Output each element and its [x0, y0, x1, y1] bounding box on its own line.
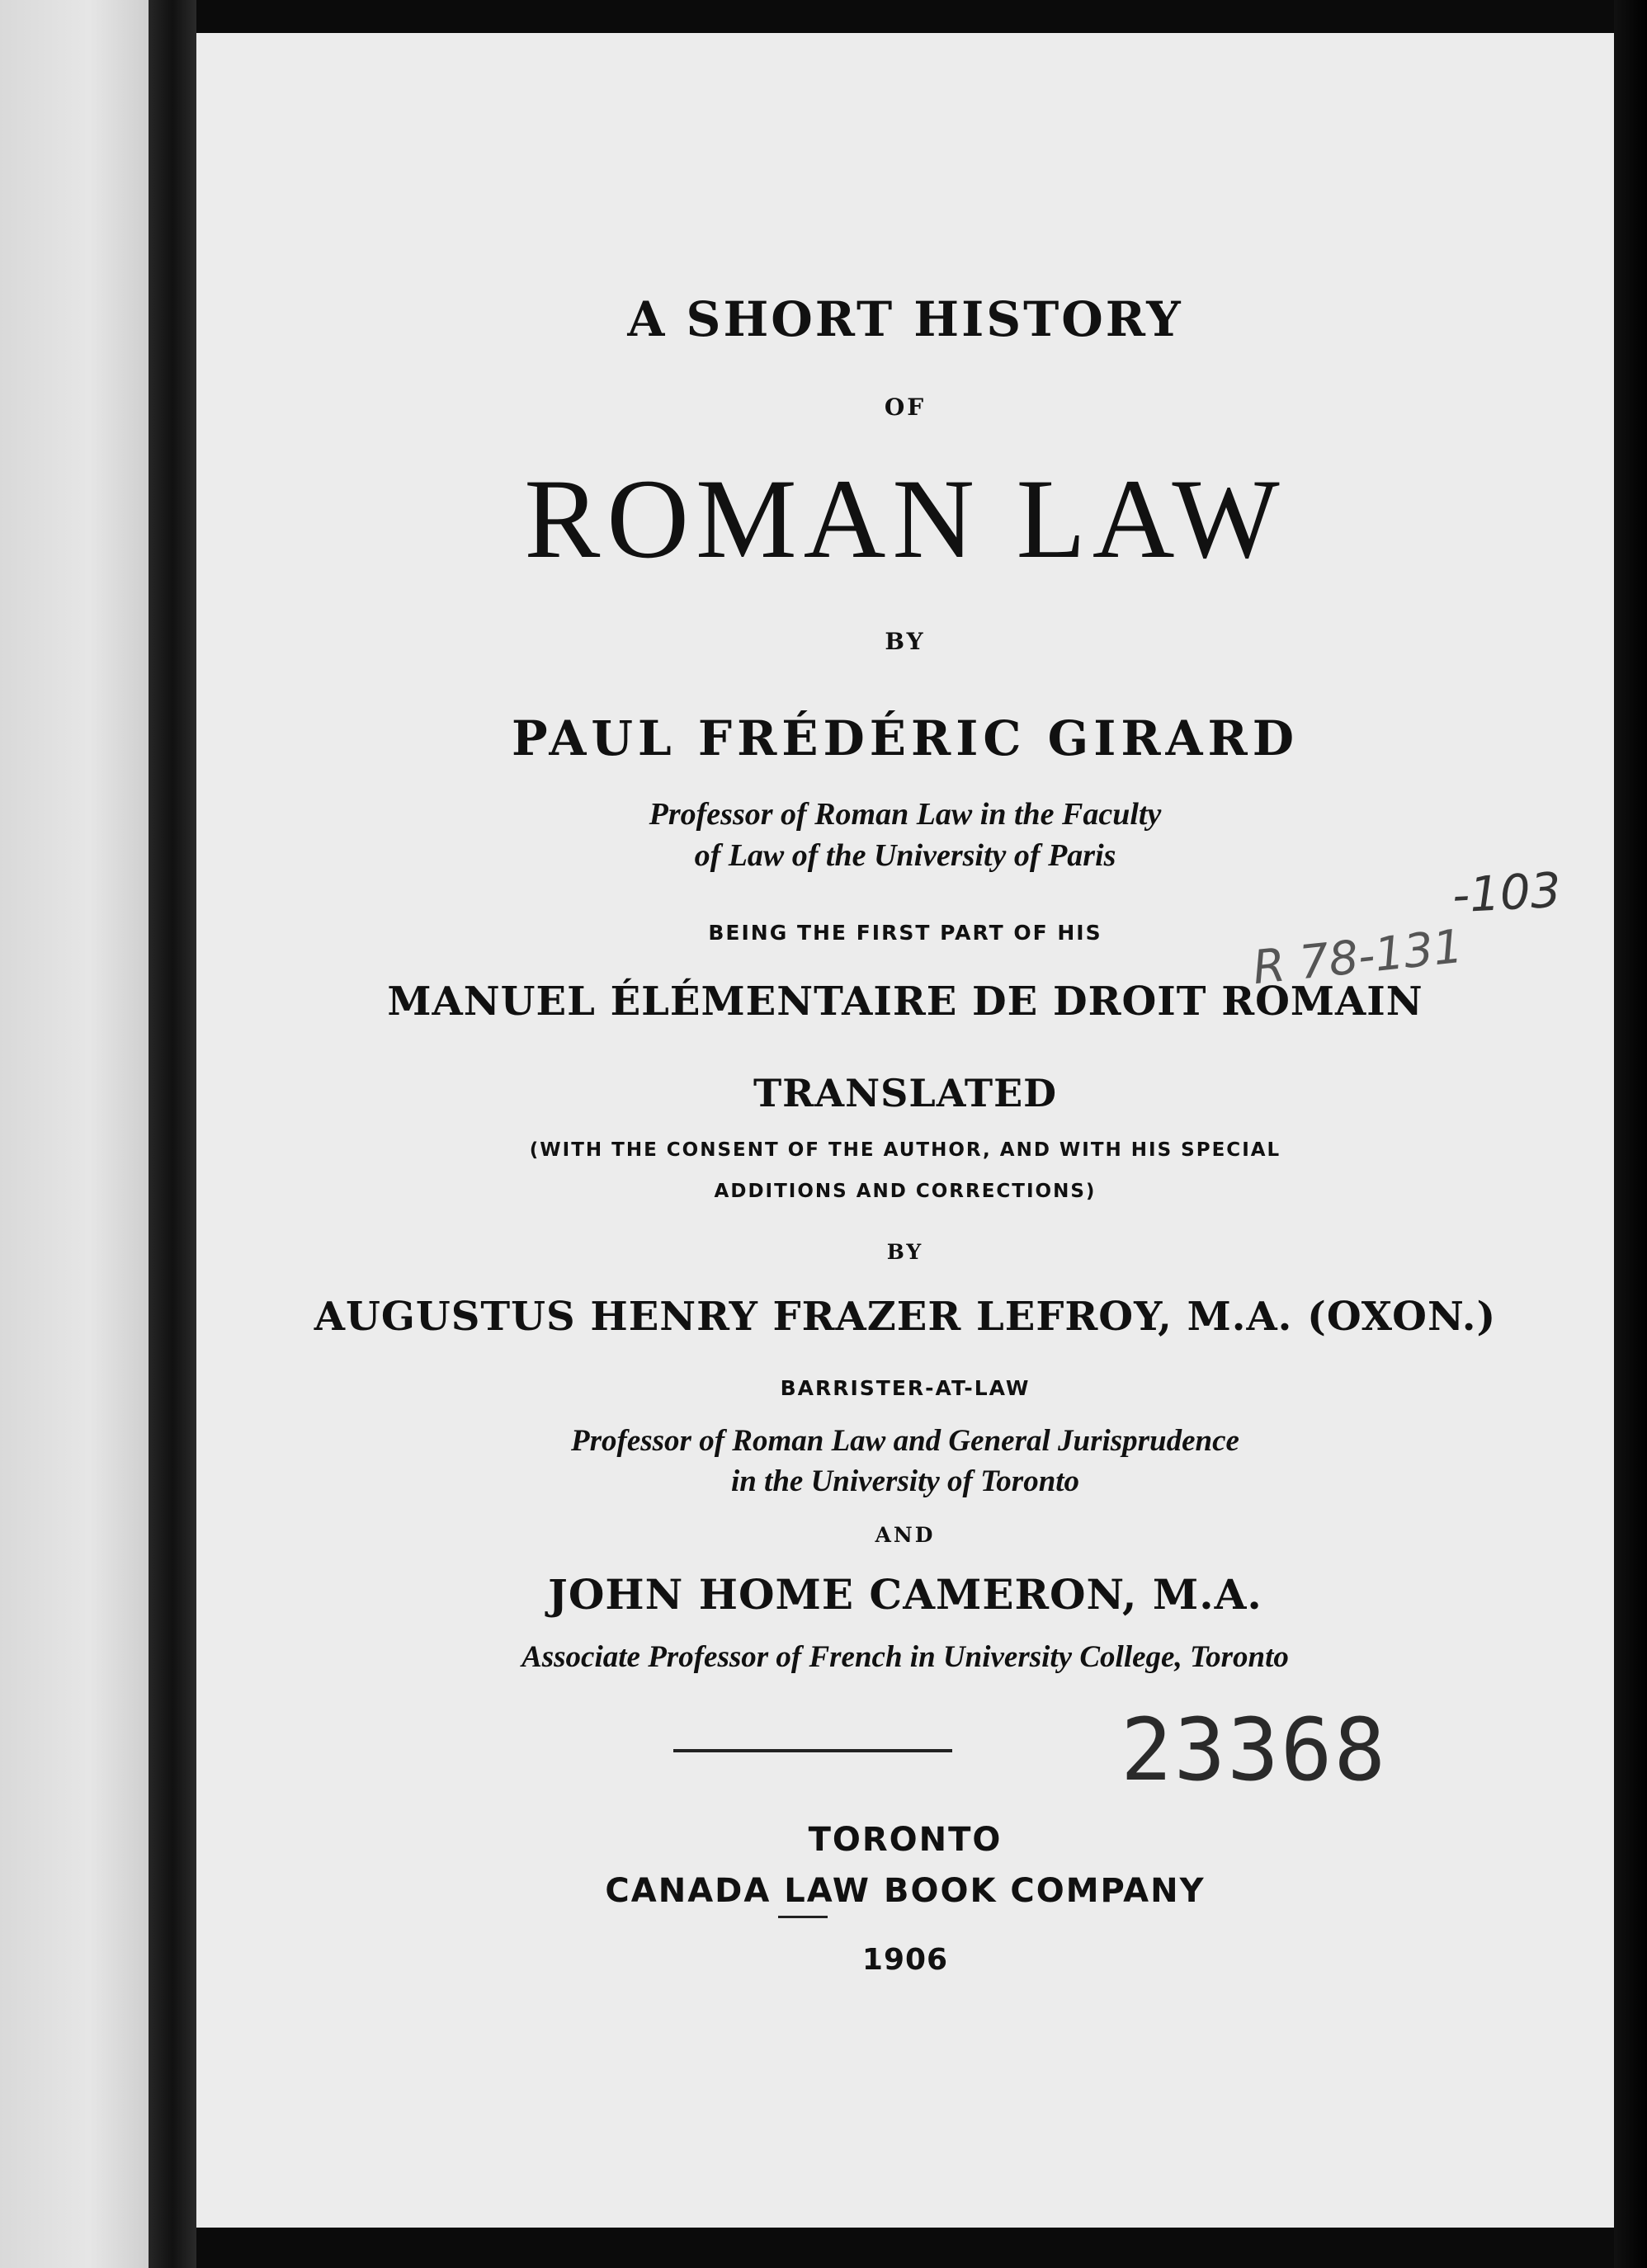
author-name: PAUL FRÉDÉRIC GIRARD [511, 710, 1300, 766]
title-main: ROMAN LAW [524, 455, 1286, 582]
translator-2-title: Associate Professor of French in University College, Toronto [521, 1640, 1289, 1674]
author-title-2: of Law of the University of Paris [694, 838, 1116, 873]
pencil-note-1: -103 [1451, 861, 1563, 924]
translator-1-title-2: in the University of Toronto [730, 1464, 1080, 1498]
publication-place: TORONTO [808, 1821, 1003, 1859]
translator-1-role: BARRISTER-AT-LAW [780, 1376, 1031, 1400]
divider-rule [673, 1749, 952, 1752]
publisher-name: CANADA LAW BOOK COMPANY [605, 1872, 1206, 1910]
translator-1-name: AUGUSTUS HENRY FRAZER LEFROY, M.A. (OXON.) [314, 1294, 1497, 1340]
title-line-1: A SHORT HISTORY [627, 291, 1183, 347]
title-of: OF [884, 394, 927, 421]
consent-line-2: ADDITIONS AND CORRECTIONS) [714, 1181, 1097, 1202]
accession-stamp: 23368 [1121, 1700, 1388, 1800]
scan-border [1614, 0, 1647, 2268]
by-line-1: BY [885, 628, 926, 655]
book-spine-gutter [149, 0, 196, 2268]
translated-label: TRANSLATED [753, 1071, 1058, 1115]
being-first-part: BEING THE FIRST PART OF HIS [708, 921, 1102, 945]
publisher-underline [778, 1916, 828, 1918]
by-line-2: BY [886, 1240, 924, 1264]
and-label: AND [875, 1523, 936, 1547]
translator-2-name: JOHN HOME CAMERON, M.A. [548, 1570, 1262, 1619]
pencil-note-2: R 78-131 [1250, 919, 1465, 996]
publication-year: 1906 [861, 1943, 949, 1977]
title-page [196, 33, 1614, 2228]
facing-page-margin [0, 0, 149, 2268]
original-work-title: MANUEL ÉLÉMENTAIRE DE DROIT ROMAIN [387, 978, 1423, 1025]
translator-1-title-1: Professor of Roman Law and General Jurisprudence [571, 1424, 1239, 1458]
author-title-1: Professor of Roman Law in the Faculty [649, 797, 1162, 832]
consent-line-1: (WITH THE CONSENT OF THE AUTHOR, AND WITH HIS SPECIAL [529, 1139, 1281, 1161]
